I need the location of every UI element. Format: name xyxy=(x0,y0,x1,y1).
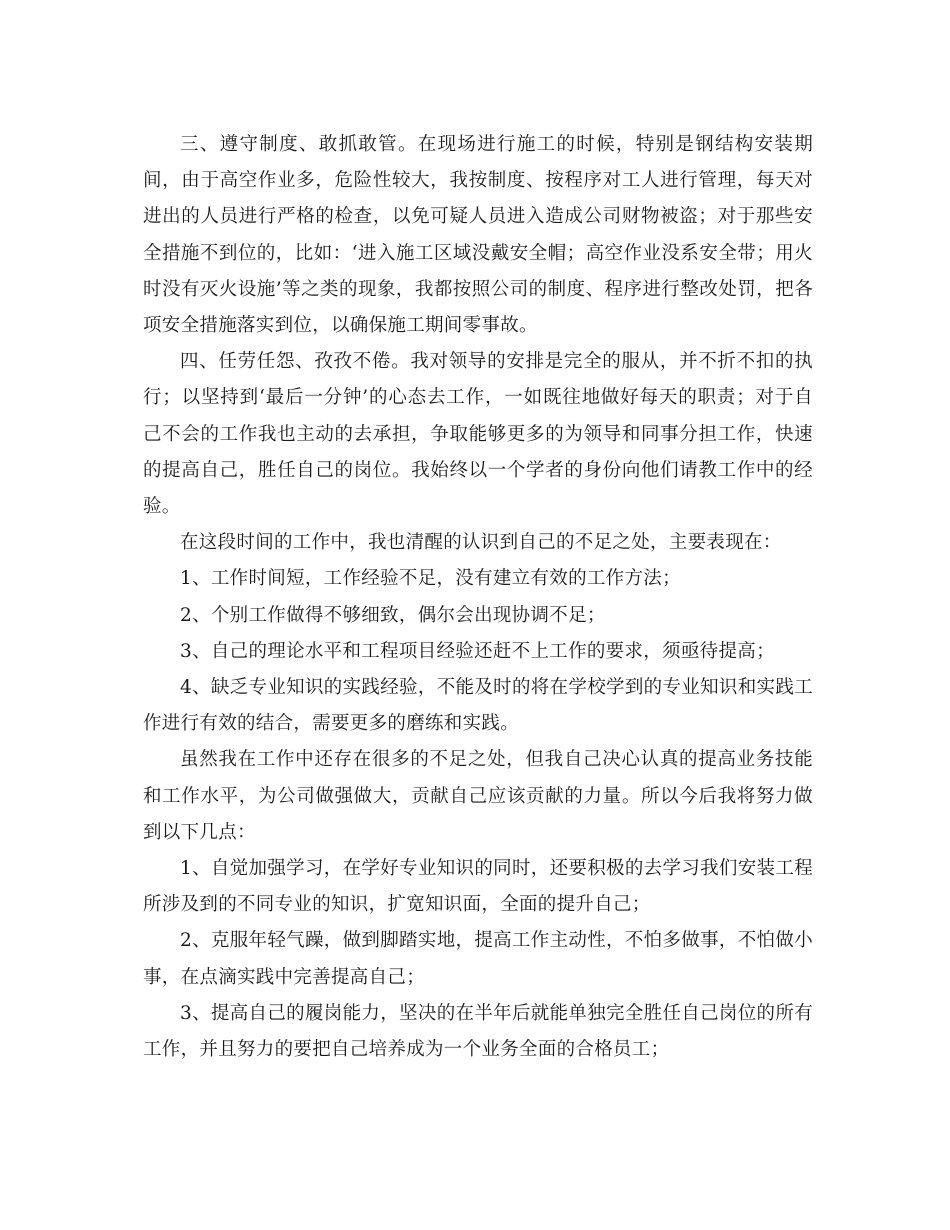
shortcoming-item-3: 3、自己的理论水平和工程项目经验还赶不上工作的要求，须亟待提高； xyxy=(180,640,775,662)
shortcoming-item-4: 4、缺乏专业知识的实践经验，不能及时的将在学校学到的专业知识和实践工作进行有效的结合，需要更多的磨练和实践。 xyxy=(143,677,813,735)
paragraph-diligence: 四、任劳任怨、孜孜不倦。我对领导的安排是完全的服从，并不折不扣的执行；以坚持到‘最后一分钟’的心态去工作，一如既往地做好每天的职责；对于自己不会的工作我也主动的去承担，争取能够更多的为领导和同事分担工作，快速的提高自己，胜任自己的岗位。我始终以一个学者的身份向他们请教工作中的经验。 xyxy=(143,351,813,518)
improvement-item-3: 3、提高自己的履岗能力，坚决的在半年后就能单独完全胜任自己岗位的所有工作，并且努力的要把自己培养成为一个业务全面的合格员工； xyxy=(143,1002,813,1061)
shortcoming-item-2: 2、个别工作做得不够细致，偶尔会出现协调不足； xyxy=(180,604,606,626)
paragraph-improvement-intro: 虽然我在工作中还存在很多的不足之处，但我自己决心认真的提高业务技能和工作水平，为公司做强做大，贡献自己应该贡献的力量。所以今后我将努力做到以下几点： xyxy=(143,749,813,843)
paragraph-shortcomings-intro: 在这段时间的工作中，我也清醒的认识到自己的不足之处，主要表现在： xyxy=(180,532,782,554)
improvement-item-1: 1、自觉加强学习，在学好专业知识的同时，还要积极的去学习我们安装工程所涉及到的不同专业的知识，扩宽知识面，全面的提升自己； xyxy=(143,858,813,916)
document-body xyxy=(143,127,813,1068)
improvement-item-2: 2、克服年轻气躁，做到脚踏实地，提高工作主动性，不怕多做事，不怕做小事，在点滴实践中完善提高自己； xyxy=(143,930,813,988)
shortcoming-item-1: 1、工作时间短，工作经验不足，没有建立有效的工作方法； xyxy=(180,568,681,590)
paragraph-rule-compliance: 三、遵守制度、敢抓敢管。在现场进行施工的时候，特别是钢结构安装期间，由于高空作业多，危险性较大，我按制度、按程序对工人进行管理，每天对进出的人员进行严格的检查，以免可疑人员进入造成公司财物被盗；对于那些安全措施不到位的，比如：‘进入施工区域没戴安全帽；高空作业没系安全带；用火时没有灭火设施’等之类的现象，我都按照公司的制度、程序进行整改处罚，把各项安全措施落实到位，以确保施工期间零事故。 xyxy=(143,134,813,337)
